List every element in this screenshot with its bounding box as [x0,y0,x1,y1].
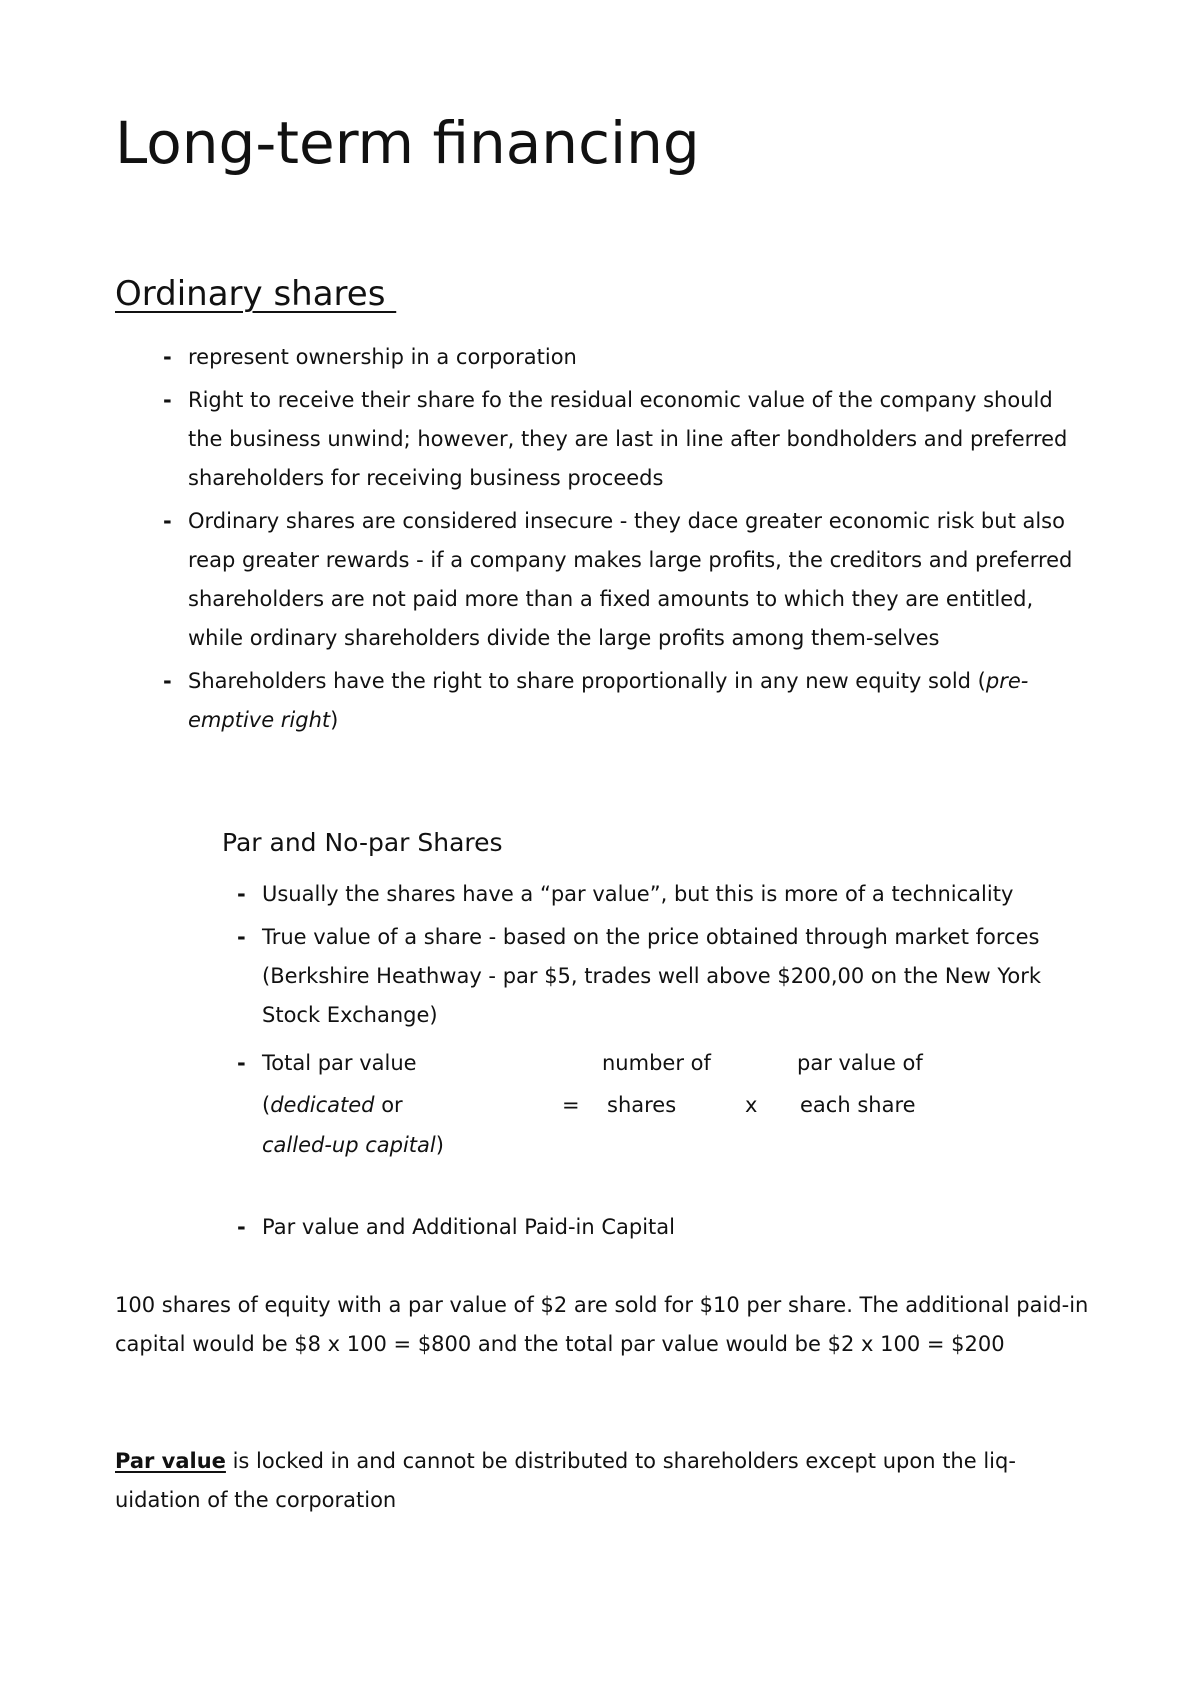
list-item [163,338,1093,377]
ordinary-shares-list [163,338,1093,744]
formula-right-line-1: par value of [797,1051,923,1075]
list-item [237,875,1102,914]
formula-right-line-2: each share [800,1093,916,1117]
formula-times-sign: x [745,1093,758,1117]
example-paragraph: 100 shares of equity with a par value of $2 are sold for $10 per share. The additional paid-in capital would be $8 x 100 = $800 and the total par value would be $2 x 100 = $200 [115,1293,1089,1356]
list-item [163,662,1093,740]
par-value-paragraph [115,1442,1100,1520]
close-paren: ) [435,1133,444,1157]
bullet-dash: - [163,509,172,533]
list-item-text: represent ownership in a corporation [188,345,577,369]
bullet-dash: - [237,925,246,949]
formula-middle-line-2: shares [607,1093,677,1117]
list-item-text [188,669,1028,732]
list-item-text: Ordinary shares are considered insecure - they dace greater economic risk but also reap greater rewards - if a company makes large profits, the creditors and preferred shareholders are not paid more than a fixed amounts to which they are entitled, while ordinary shareholders divide the large profits among them-selves [188,509,1073,650]
formula-left-line-1: Total par value [262,1051,417,1075]
formula-middle-line-1: number of [602,1051,711,1075]
preemptive-right-term: pre-emptive right [188,669,1029,732]
bullet-dash: - [237,1215,246,1239]
bullet-dash: - [163,388,172,412]
list-item [163,502,1093,658]
called-up-capital-term: called-up capital [262,1133,436,1157]
subsection-heading-par-shares: Par and No-par Shares [222,828,503,857]
formula-left-line-3 [262,1126,444,1165]
list-item-text: Par value and Additional Paid-in Capital [262,1215,675,1239]
par-shares-list [237,875,1102,1039]
open-paren: ( [262,1093,271,1117]
list-item-text: Usually the shares have a “par value”, but this is more of a technicality [262,882,1014,906]
bullet-dash: - [237,882,246,906]
list-item [237,918,1102,1035]
or-text: or [374,1093,403,1117]
list-item-text: Right to receive their share fo the residual economic value of the company should the business unwind; however, they are last in line after bondholders and preferred shareholders for receiving business proceeds [188,388,1068,490]
dedicated-term: dedicated [270,1093,375,1117]
bullet-dash: - [163,669,172,693]
par-value-term: Par value [115,1449,226,1473]
formula-left-line-2 [262,1086,403,1125]
bullet-dash: - [163,345,172,369]
list-item [163,381,1093,498]
bullet-dash: - [237,1051,246,1075]
page-title: Long-term financing [115,109,700,177]
list-item-prefix: Shareholders have the right to share proportionally in any new equity sold ( [188,669,986,693]
list-item-text: True value of a share - based on the price obtained through market forces (Berkshire Heathway - par $5, trades well above $200,00 on the New York Stock Exchange) [262,925,1042,1027]
formula-equals-sign: = [562,1093,580,1117]
section-heading-ordinary-shares: Ordinary shares [115,274,397,314]
list-item-suffix: ) [330,708,339,732]
par-value-description: is locked in and cannot be distributed to shareholders except upon the liq-uidation of the corporation [115,1449,1016,1512]
